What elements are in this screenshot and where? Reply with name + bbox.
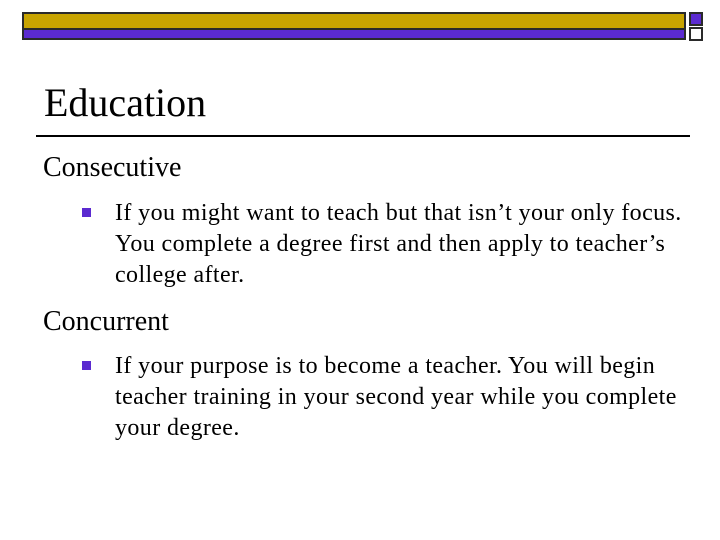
square-bullet-icon bbox=[82, 208, 91, 217]
header-white-square bbox=[689, 27, 703, 41]
section-heading-consecutive: Consecutive bbox=[43, 152, 182, 183]
header-purple-bar bbox=[22, 30, 686, 40]
section-heading-concurrent: Concurrent bbox=[43, 306, 169, 337]
bullet-text-consecutive: If you might want to teach but that isn’t your only focus. You complete a degree first and then apply to teacher’s college after. bbox=[115, 200, 682, 288]
bullet-text-concurrent: If your purpose is to become a teacher. You will begin teacher training in your second year while you complete your degree. bbox=[115, 353, 677, 441]
header-purple-square bbox=[689, 12, 703, 26]
square-bullet-icon bbox=[82, 361, 91, 370]
header-gold-bar bbox=[22, 12, 686, 30]
title-underline bbox=[36, 135, 690, 137]
slide-title: Education bbox=[44, 80, 207, 125]
